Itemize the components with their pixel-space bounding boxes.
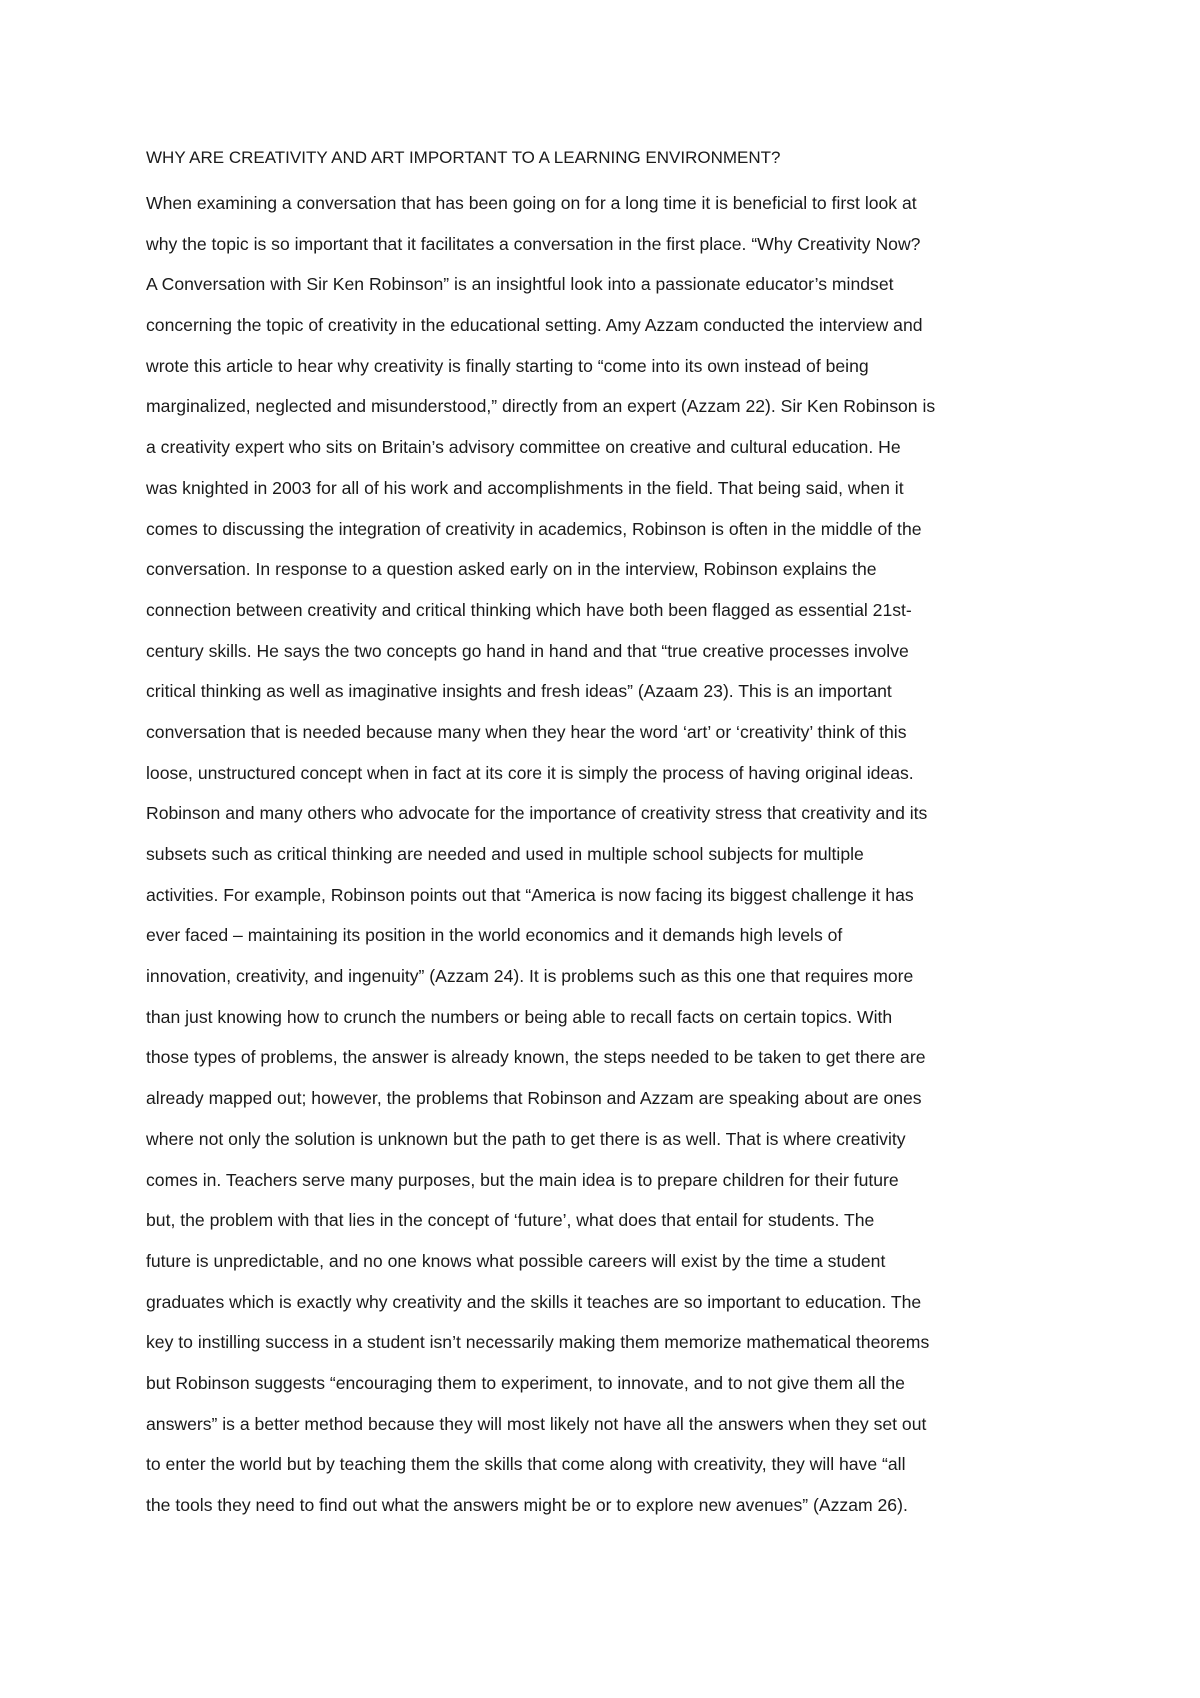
paragraph-line: ever faced – maintaining its position in the world economics and it demands high levels of: [146, 925, 843, 946]
paragraph-line: comes in. Teachers serve many purposes, but the main idea is to prepare children for their future: [146, 1169, 899, 1190]
paragraph-line: a creativity expert who sits on Britain’s advisory committee on creative and cultural education. He: [146, 437, 901, 458]
paragraph-line: but Robinson suggests “encouraging them to experiment, to innovate, and to not give them all the: [146, 1372, 905, 1393]
paragraph-line: conversation that is needed because many when they hear the word ‘art’ or ‘creativity’ think of this: [146, 721, 907, 742]
paragraph-line: where not only the solution is unknown but the path to get there is as well. That is where creativity: [146, 1128, 906, 1149]
paragraph-line: to enter the world but by teaching them the skills that come along with creativity, they will have “all: [146, 1454, 906, 1475]
body-paragraph: [146, 191, 1076, 1534]
paragraph-line: those types of problems, the answer is already known, the steps needed to be taken to get there are: [146, 1047, 926, 1068]
paragraph-line: concerning the topic of creativity in the educational setting. Amy Azzam conducted the interview and: [146, 315, 923, 336]
paragraph-line: wrote this article to hear why creativity is finally starting to “come into its own instead of being: [146, 355, 869, 376]
paragraph-line: When examining a conversation that has been going on for a long time it is beneficial to first look at: [146, 193, 917, 213]
paragraph-line: century skills. He says the two concepts go hand in hand and that “true creative processes involve: [146, 640, 909, 661]
paragraph-line: but, the problem with that lies in the concept of ‘future’, what does that entail for students. The: [146, 1210, 875, 1231]
paragraph-line: loose, unstructured concept when in fact at its core it is simply the process of having original ideas.: [146, 762, 914, 783]
paragraph-line: answers” is a better method because they will most likely not have all the answers when they set out: [146, 1413, 927, 1434]
paragraph-line: the tools they need to find out what the answers might be or to explore new avenues” (Azzam 26).: [146, 1495, 908, 1515]
paragraph-line: future is unpredictable, and no one knows what possible careers will exist by the time a student: [146, 1250, 886, 1271]
paragraph-line: innovation, creativity, and ingenuity” (Azzam 24). It is problems such as this one that requires more: [146, 966, 914, 987]
paragraph-line: already mapped out; however, the problems that Robinson and Azzam are speaking about are ones: [146, 1088, 922, 1109]
paragraph-line: than just knowing how to crunch the numbers or being able to recall facts on certain topics. With: [146, 1006, 893, 1027]
paragraph-line: marginalized, neglected and misunderstood,” directly from an expert (Azzam 22). Sir Ken Robinson is: [146, 396, 936, 417]
paragraph-line: conversation. In response to a question asked early on in the interview, Robinson explains the: [146, 559, 877, 580]
paragraph-line: A Conversation with Sir Ken Robinson” is an insightful look into a passionate educator’s mindset: [146, 274, 894, 295]
paragraph-line: subsets such as critical thinking are needed and used in multiple school subjects for multiple: [146, 844, 864, 864]
paragraph-line: Robinson and many others who advocate for the importance of creativity stress that creativity and its: [146, 803, 928, 824]
paragraph-line: why the topic is so important that it facilitates a conversation in the first place. “Why Creativity Now?: [146, 233, 921, 254]
paragraph-line: comes to discussing the integration of creativity in academics, Robinson is often in the middle of the: [146, 518, 922, 539]
paragraph-line: key to instilling success in a student isn’t necessarily making them memorize mathematical theorems: [146, 1332, 930, 1353]
paragraph-line: activities. For example, Robinson points out that “America is now facing its biggest challenge it has: [146, 884, 914, 905]
paragraph-line: connection between creativity and critical thinking which have both been flagged as essential 21st-: [146, 599, 912, 620]
paragraph-line: graduates which is exactly why creativity and the skills it teaches are so important to education. The: [146, 1291, 922, 1312]
paragraph-line: critical thinking as well as imaginative insights and fresh ideas” (Azaam 23). This is an important: [146, 681, 892, 702]
document-title: WHY ARE CREATIVITY AND ART IMPORTANT TO A LEARNING ENVIRONMENT?: [146, 148, 781, 167]
paragraph-line: was knighted in 2003 for all of his work and accomplishments in the field. That being said, when it: [146, 477, 904, 498]
